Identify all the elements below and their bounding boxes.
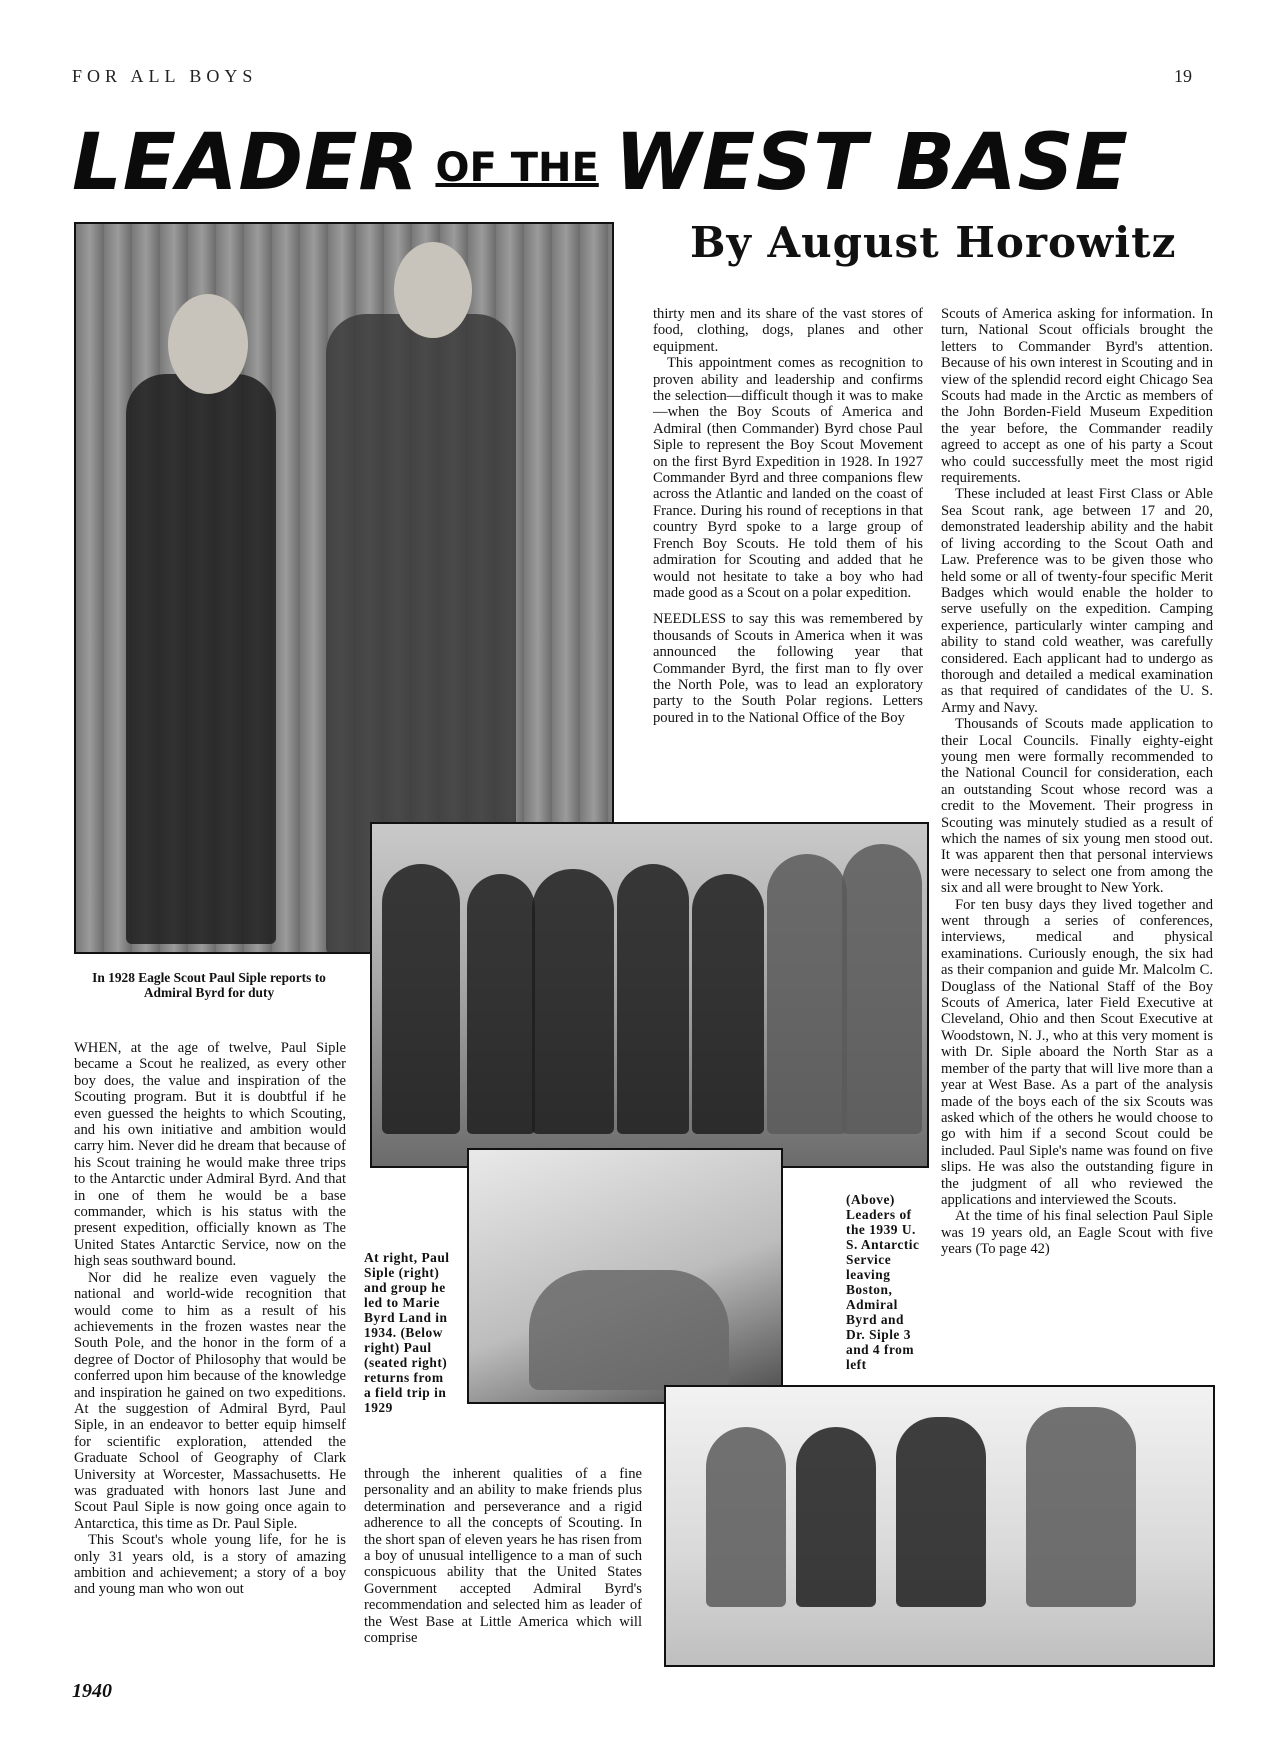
figure-leader-5 xyxy=(692,874,764,1134)
col1-paragraph-1: WHEN, at the age of twelve, Paul Siple became a Scout he realized, as every other boy does, the value and inspiration of the Scouting program. But it is doubtful if he even guessed the heights to which Scouting, and his own initiative and ambition would carry him. Never did he dream that because of his Scout training he would make three trips to the Antarctic under Admiral Byrd. And that in one of them he would be a base commander, which is his status with the present expedition, officially known as The United States Antarctic Service, now on the high seas southward bound. xyxy=(74,1040,346,1270)
figure-scout-head xyxy=(394,242,472,338)
col3-paragraph-1: thirty men and its share of the vast stores of food, clothing, dogs, planes and other equipment. xyxy=(653,306,923,355)
figure-sled-2 xyxy=(796,1427,876,1607)
col4-paragraph-1: Scouts of America asking for information. In turn, National Scout officials brought the letters to Commander Byrd's attention. Because of his own interest in Scouting and in view of the splendid record eight Chicago Sea Scouts had made in the Arctic as members of the John Borden-Field Museum Expedition the year before, the Commander readily agreed to accept as one of his party a Scout who could successfully meet the most rigid requirements. xyxy=(941,306,1213,487)
article-title xyxy=(72,118,1212,208)
photo-marie-byrd-land-group xyxy=(467,1148,783,1404)
article-column-3 xyxy=(653,306,923,726)
article-column-1 xyxy=(74,1040,346,1598)
col1-paragraph-3: This Scout's whole young life, for he is only 31 years old, is a story of amazing ambition and achievement; a story of a boy and young man who won out xyxy=(74,1532,346,1598)
figure-leader-2 xyxy=(467,874,535,1134)
caption-main-photo: In 1928 Eagle Scout Paul Siple reports to Admiral Byrd for duty xyxy=(92,970,326,1000)
col4-paragraph-3: Thousands of Scouts made application to their Local Councils. Finally eighty-eight young men were formally recommended to the National Council for consideration, each an outstanding Scout whose record was a credit to the Movement. Their progress in Scouting was minutely studied as a result of which the names of six young men stood out. It was apparent then that personal interviews were necessary to select one from among the six and all were brought to New York. xyxy=(941,716,1213,897)
article-column-2 xyxy=(364,1466,642,1646)
figure-leader-1 xyxy=(382,864,460,1134)
col1-paragraph-2: Nor did he realize even vaguely the national and world-wide recognition that would come to him as a result of his achievements in the frozen wastes near the South Pole, and the honor in the form of a degree of Doctor of Philosophy that would be conferred upon him because of the knowledge and inspiration he gained on two expeditions. At the suggestion of Admiral Byrd, Paul Siple, in an endeavor to better equip himself for scientific exploration, attended the Graduate School of Geography of Clark University at Worcester, Massachusetts. He was graduated with honors last June and Scout Paul Siple is now going once again to Antarctica, this time as Dr. Paul Siple. xyxy=(74,1269,346,1532)
footer-year: 1940 xyxy=(72,1680,112,1702)
figure-sled-3 xyxy=(896,1417,986,1607)
figure-leader-4 xyxy=(617,864,689,1134)
running-head-page-number: 19 xyxy=(1174,66,1192,86)
photo-expedition-leaders xyxy=(370,822,929,1168)
figure-admiral-head xyxy=(168,294,248,394)
col4-paragraph-4: For ten busy days they lived together and went through a series of conferences, interviews, medical and physical examinations. Curiously enough, the six had as their companion and guide Mr. Malcolm C. Douglass of the National Staff of the Boy Scouts of America, later Field Executive at Cleveland, Ohio and then Scout Executive at Woodstown, N. J., who at this very moment is with Dr. Siple aboard the North Star as a member of the party that will live more than a year at West Base. As a part of the analysis made of the boys each of the six Scouts was asked which of the others he would choose to go with him if a second Scout could be included. Paul Siple's name was found on five slips. He was also the outstanding figure in the judgment of all who reviewed the applications and interviewed the Scouts. xyxy=(941,896,1213,1208)
caption-right-photos: At right, Paul Siple (right) and group he led to Marie Byrd Land in 1934. (Below right) Paul (seated right) returns from a field trip in 1929 xyxy=(364,1250,450,1415)
article-byline: By August Horowitz xyxy=(690,218,1177,267)
col3-paragraph-3: NEEDLESS to say this was remembered by thousands of Scouts in America when it was announced the following year that Commander Byrd, the first man to fly over the North Pole, was to lead an exploratory party to the South Polar regions. Letters poured in to the National Office of the Boy xyxy=(653,611,923,726)
col3-paragraph-2: This appointment comes as recognition to proven ability and leadership and confirms the selection—difficult though it was to make—when the Boy Scouts of America and Admiral (then Commander) Byrd chose Paul Siple to represent the Boy Scout Movement on the first Byrd Expedition in 1928. In 1927 Commander Byrd and three companions flew across the Atlantic and landed on the coast of France. During his round of receptions in that country Byrd spoke to a large group of French Boy Scouts. He told them of his admiration for Scouting and added that he would not hesitate to take a boy who had made good as a Scout on a polar expedition. xyxy=(653,355,923,601)
title-part-2: OF THE xyxy=(435,145,599,191)
title-part-3: WEST BASE xyxy=(614,118,1129,208)
figure-sled-4 xyxy=(1026,1407,1136,1607)
caption-leaders-photo: (Above) Leaders of the 1939 U. S. Antarctic Service leaving Boston, Admiral Byrd and Dr. Siple 3 and 4 from left xyxy=(846,1192,920,1372)
figure-leader-3 xyxy=(532,869,614,1134)
col2-paragraph: through the inherent qualities of a fine personality and an ability to make friends plus determination and perseverance and a rigid adherence to all the concepts of Scouting. In the short span of eleven years he has risen from a boy of unusual intelligence to a man of such conspicuous ability that the United States Government accepted Admiral Byrd's recommendation and selected him as leader of the West Base at Little America which will comprise xyxy=(364,1466,642,1647)
col4-paragraph-2: These included at least First Class or Able Sea Scout rank, age between 17 and 20, demonstrated leadership ability and the habit of living according to the Scout Oath and Law. Preference was to be given those who held some or all of twenty-four specific Merit Badges which would enable the holder to serve usefully on the expedition. Camping experience, particularly winter camping and ability to stand cold weather, was carefully considered. Each applicant had to undergo as thorough and detailed a medical examination as that required of candidates of the U. S. Army and Navy. xyxy=(941,486,1213,716)
running-head-magazine: FOR ALL BOYS xyxy=(72,66,258,86)
figure-leader-7 xyxy=(842,844,922,1134)
figure-admiral xyxy=(126,374,276,944)
figure-group-in-tent xyxy=(529,1270,729,1390)
title-part-1: LEADER xyxy=(72,118,420,208)
photo-field-trip-1929 xyxy=(664,1385,1215,1667)
article-column-4 xyxy=(941,306,1213,1258)
col4-paragraph-5: At the time of his final selection Paul Siple was 19 years old, an Eagle Scout with five years (To page 42) xyxy=(941,1208,1213,1258)
figure-sled-1 xyxy=(706,1427,786,1607)
figure-leader-6 xyxy=(767,854,847,1134)
